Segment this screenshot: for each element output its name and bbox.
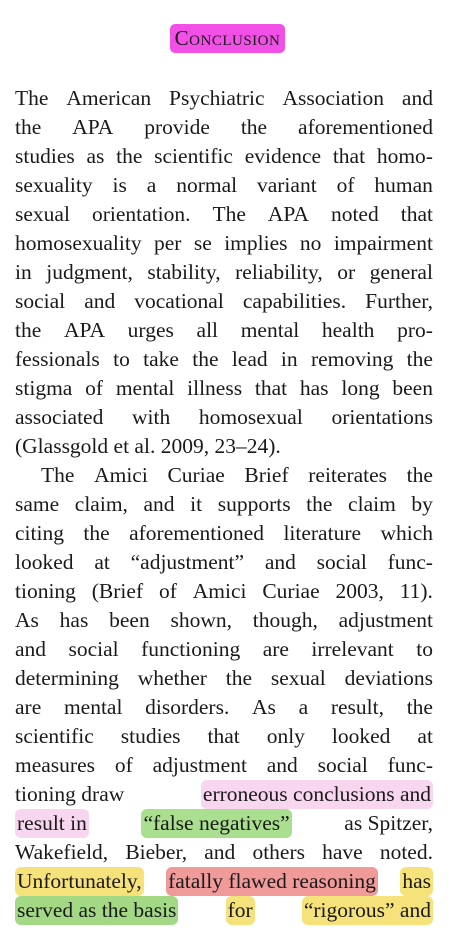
word: a: [146, 173, 157, 197]
word: tioning: [15, 579, 76, 603]
word: of: [85, 376, 104, 400]
word: social: [15, 289, 66, 313]
word: Brief: [244, 463, 289, 487]
paragraph-1-line: [15, 403, 433, 432]
word: of: [336, 173, 355, 197]
word: Curiae: [167, 463, 225, 487]
word: in: [280, 347, 298, 371]
word: vocational: [134, 289, 224, 313]
highlighted-line-c: [15, 838, 433, 867]
word: orientation.: [91, 202, 191, 226]
word: homosexual: [198, 405, 303, 429]
word: only: [266, 724, 305, 748]
word: at: [417, 724, 433, 748]
word: that: [400, 202, 433, 226]
paragraph-2-line: [15, 751, 433, 780]
pink-highlight: result in: [15, 809, 89, 838]
pink-highlight: erroneous conclusions and: [201, 780, 433, 809]
paragraph-1-line: [15, 113, 433, 142]
word: literature: [283, 521, 362, 545]
word: no: [299, 231, 322, 255]
word: the: [406, 695, 433, 719]
line-text: (Glassgold et al. 2009, 23–24).: [15, 434, 281, 458]
word: looked: [15, 550, 74, 574]
word: health: [321, 318, 375, 342]
word: claim: [348, 492, 396, 516]
plain-text: tioning draw: [15, 782, 125, 806]
word: Bieber,: [125, 840, 188, 864]
paragraph-2-line: [15, 548, 433, 577]
word: Psychiatric: [169, 86, 265, 110]
yellow-highlight: for: [226, 896, 255, 925]
word: APA: [267, 202, 309, 226]
paragraph-1-line: [15, 287, 433, 316]
paragraph-1-line: [15, 229, 433, 258]
word: the: [225, 666, 253, 690]
word: The: [212, 202, 246, 226]
word: (Brief: [91, 579, 144, 603]
word: irrelevant: [311, 637, 394, 661]
word: by: [411, 492, 433, 516]
word: noted: [330, 202, 379, 226]
paragraph-1-line: [15, 258, 433, 287]
highlighted-line-b: [15, 809, 433, 838]
paragraph-2-line: [15, 606, 433, 635]
highlighted-line-e: [15, 896, 433, 925]
word: evidence: [244, 144, 322, 168]
paragraph-1-line: [15, 171, 433, 200]
word: and: [401, 86, 433, 110]
word: the: [15, 115, 42, 139]
word: mental: [240, 318, 300, 342]
word: claim,: [74, 492, 128, 516]
word: lead: [231, 347, 268, 371]
word: judgment,: [46, 260, 133, 284]
word: noted.: [379, 840, 433, 864]
word: sexuality: [15, 173, 93, 197]
paragraph-1-line: [15, 345, 433, 374]
word: long: [341, 376, 380, 400]
word: homosexuality: [15, 231, 142, 255]
word: social: [68, 637, 119, 661]
word: citing: [15, 521, 64, 545]
word: the: [15, 318, 42, 342]
paragraph-1-line: [15, 316, 433, 345]
word: aforementioned: [298, 115, 433, 139]
word: of: [158, 579, 177, 603]
word: Curiae: [262, 579, 320, 603]
word: Amici: [192, 579, 247, 603]
word: supports: [217, 492, 291, 516]
word: the: [406, 463, 433, 487]
word: social: [316, 550, 367, 574]
word: determining: [15, 666, 119, 690]
word: scientific: [15, 724, 94, 748]
word: impairment: [333, 231, 433, 255]
word: reliability,: [235, 260, 323, 284]
word: pro-: [397, 318, 433, 342]
word: “adjustment”: [130, 550, 245, 574]
word: variant: [256, 173, 317, 197]
word: mental: [115, 376, 175, 400]
paragraph-2-line: [15, 577, 433, 606]
word: adjustment: [152, 753, 247, 777]
paragraph-2-line: [15, 693, 433, 722]
paragraph-1-line: [15, 142, 433, 171]
word: the: [83, 521, 110, 545]
word: Amici: [94, 463, 148, 487]
word: the: [116, 144, 143, 168]
word: func-: [387, 550, 433, 574]
word: and: [264, 550, 296, 574]
word: has: [299, 376, 329, 400]
word: urges: [127, 318, 174, 342]
word: func-: [387, 753, 433, 777]
word: As: [15, 608, 39, 632]
word: have: [322, 840, 363, 864]
word: mental: [63, 695, 123, 719]
word: As: [252, 695, 276, 719]
word: stability,: [147, 260, 221, 284]
word: all: [196, 318, 219, 342]
paragraph-2-line: [15, 461, 433, 490]
word: of: [114, 753, 133, 777]
word: per: [154, 231, 182, 255]
word: the: [306, 492, 333, 516]
word: sexual: [15, 202, 70, 226]
word: studies: [120, 724, 181, 748]
word: orientations: [331, 405, 433, 429]
paragraph-2-line: [15, 490, 433, 519]
green-highlight: “false negatives”: [141, 809, 291, 838]
word: associated: [15, 405, 104, 429]
word: others: [252, 840, 305, 864]
word: the: [192, 347, 219, 371]
word: sexual: [270, 666, 326, 690]
body-text: [15, 84, 433, 925]
highlighted-line-d: [15, 867, 433, 896]
word: American: [66, 86, 152, 110]
paragraph-2-line: [15, 519, 433, 548]
word: removing: [310, 347, 394, 371]
word: human: [374, 173, 433, 197]
word: at: [94, 550, 110, 574]
word: the: [406, 347, 433, 371]
paragraph-1-line: [15, 200, 433, 229]
word: APA: [63, 318, 105, 342]
word: a: [298, 695, 309, 719]
word: whether: [137, 666, 207, 690]
word: though,: [252, 608, 318, 632]
word: 11).: [399, 579, 433, 603]
word: 2003,: [335, 579, 384, 603]
word: are: [15, 695, 42, 719]
yellow-highlight: Unfortunately,: [15, 867, 144, 896]
word: studies: [15, 144, 75, 168]
word: it: [190, 492, 203, 516]
word: been: [392, 376, 433, 400]
paragraph-2-line: [15, 722, 433, 751]
word: which: [380, 521, 433, 545]
word: disorders.: [145, 695, 230, 719]
word: general: [369, 260, 433, 284]
word: The: [41, 463, 75, 487]
word: deviations: [344, 666, 433, 690]
word: fessionals: [15, 347, 100, 371]
red-highlight: fatally flawed reasoning: [166, 867, 378, 896]
word: The: [15, 86, 49, 110]
word: adjustment: [338, 608, 433, 632]
word: and: [84, 289, 116, 313]
heading-container: [0, 24, 455, 53]
word: that: [332, 144, 366, 168]
word: with: [132, 405, 171, 429]
word: in: [15, 260, 32, 284]
word: provide: [144, 115, 210, 139]
word: is: [112, 173, 127, 197]
word: or: [337, 260, 356, 284]
section-heading: Conclusion: [170, 24, 286, 53]
highlighted-line-a: [15, 780, 433, 809]
word: shown,: [170, 608, 232, 632]
word: are: [262, 637, 289, 661]
word: and: [266, 753, 298, 777]
word: illness: [187, 376, 243, 400]
word: functioning: [141, 637, 241, 661]
word: looked: [331, 724, 391, 748]
word: normal: [176, 173, 238, 197]
word: measures: [15, 753, 95, 777]
word: APA: [72, 115, 114, 139]
word: capabilities.: [242, 289, 347, 313]
word: and: [143, 492, 175, 516]
paragraph-2-line: [15, 664, 433, 693]
word: scientific: [154, 144, 233, 168]
green-highlight: served as the basis: [15, 896, 178, 925]
yellow-highlight: “rigorous” and: [302, 896, 433, 925]
word: has: [59, 608, 89, 632]
word: social: [317, 753, 368, 777]
word: Further,: [365, 289, 433, 313]
word: that: [254, 376, 288, 400]
word: that: [207, 724, 240, 748]
word: as: [86, 144, 105, 168]
word: stigma: [15, 376, 73, 400]
word: and: [204, 840, 236, 864]
word: implies: [224, 231, 288, 255]
word: the: [240, 115, 268, 139]
word: se: [193, 231, 212, 255]
paragraph-1-line: [15, 84, 433, 113]
word: take: [143, 347, 179, 371]
word: result,: [330, 695, 385, 719]
paragraph-2-line: [15, 635, 433, 664]
word: aforementioned: [129, 521, 265, 545]
word: reiterates: [308, 463, 388, 487]
word: to: [113, 347, 130, 371]
word: been: [109, 608, 150, 632]
word: to: [416, 637, 433, 661]
word: and: [15, 637, 47, 661]
yellow-highlight: has: [400, 867, 433, 896]
word: Association: [282, 86, 384, 110]
paragraph-1-line: [15, 374, 433, 403]
plain-text: as Spitzer,: [344, 811, 433, 835]
word: same: [15, 492, 60, 516]
word: Wakefield,: [15, 840, 109, 864]
word: homo-: [376, 144, 433, 168]
paragraph-1-last-line: [15, 432, 433, 461]
